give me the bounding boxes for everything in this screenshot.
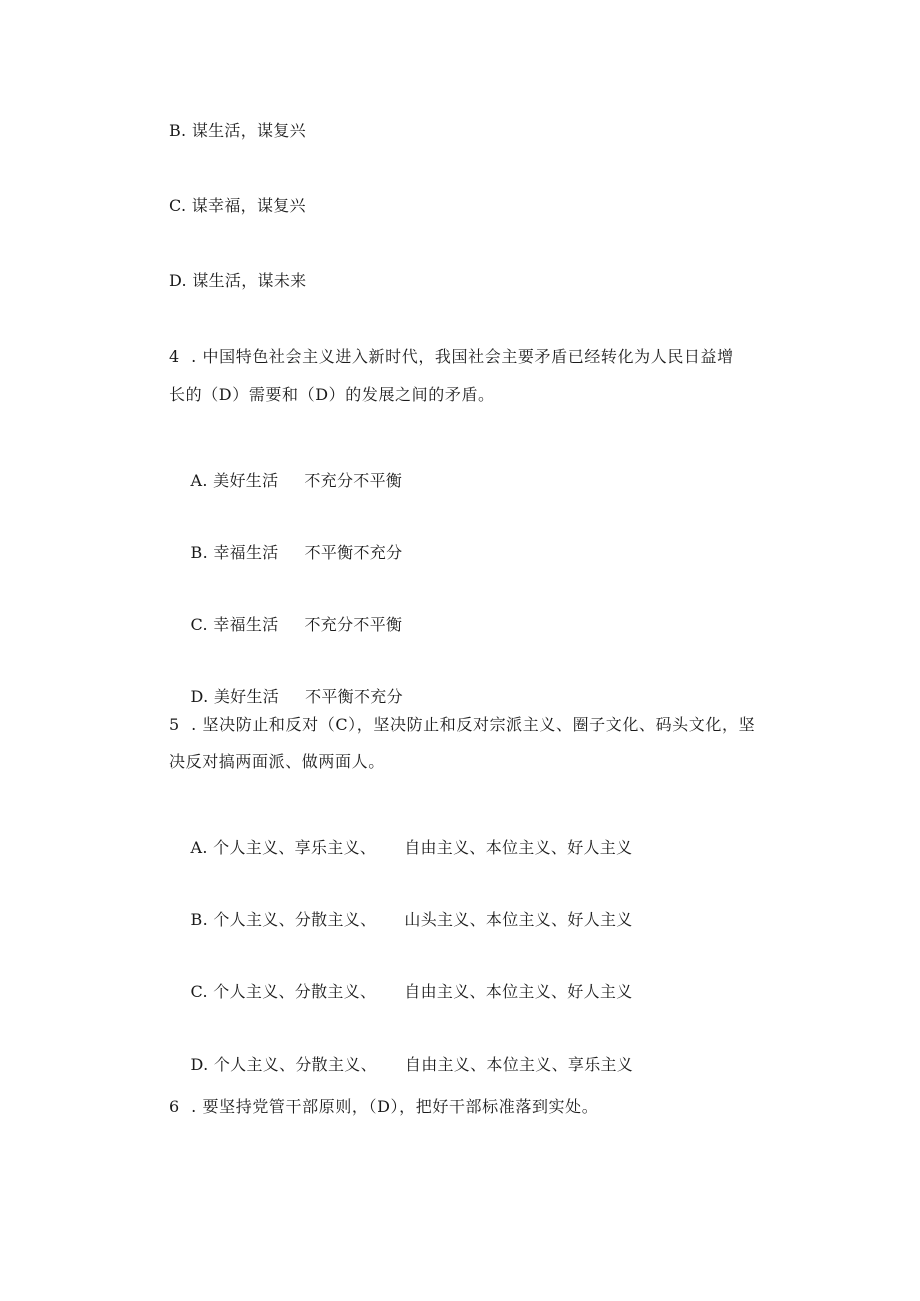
q5-option-c-part2: 自由主义、本位主义、好人主义 <box>404 982 633 1001</box>
q4-option-d-part2: 不平衡不充分 <box>305 687 403 706</box>
q4-option-d-part1: D. 美好生活 <box>190 687 280 706</box>
prev-option-b: B. 谋生活，谋复兴 <box>169 121 306 140</box>
q4-text-line1: 4 . 中国特色社会主义进入新时代，我国社会主要矛盾已经转化为人民日益增 <box>169 347 734 366</box>
prev-option-d: D. 谋生活，谋未来 <box>169 271 307 290</box>
q4-text-line2: 长的（D）需要和（D）的发展之间的矛盾。 <box>169 385 495 404</box>
q5-option-a <box>169 818 632 878</box>
prev-option-c: C. 谋幸福，谋复兴 <box>169 196 306 215</box>
q5-text-line2: 决反对搞两面派、做两面人。 <box>169 752 385 771</box>
q5-option-b-part2: 山头主义、本位主义、好人主义 <box>404 910 633 929</box>
q4-option-b-part1: B. 幸福生活 <box>190 543 279 562</box>
q5-option-a-part1: A. 个人主义、享乐主义、 <box>190 838 377 857</box>
q5-option-c-part1: C. 个人主义、分散主义、 <box>190 982 377 1001</box>
q5-option-b <box>169 890 633 950</box>
q5-option-c <box>169 962 633 1022</box>
q5-option-b-part1: B. 个人主义、分散主义、 <box>190 910 377 929</box>
q4-option-a <box>169 451 402 511</box>
q4-option-c-part1: C. 幸福生活 <box>190 615 279 634</box>
q4-option-b-part2: 不平衡不充分 <box>304 543 403 562</box>
q5-option-d-part2: 自由主义、本位主义、享乐主义 <box>404 1055 634 1074</box>
q4-option-c-part2: 不充分不平衡 <box>304 615 403 634</box>
q4-option-c <box>169 595 402 655</box>
q5-option-d-part1: D. 个人主义、分散主义、 <box>190 1055 377 1074</box>
q4-option-a-part2: 不充分不平衡 <box>304 471 403 490</box>
q4-option-a-part1: A. 美好生活 <box>190 471 279 490</box>
q5-option-d <box>169 1035 633 1095</box>
q4-option-b <box>169 523 402 583</box>
q5-option-a-part2: 自由主义、本位主义、好人主义 <box>404 838 633 857</box>
q6-text-line1: 6 . 要坚持党管干部原则，（D），把好干部标准落到实处。 <box>169 1097 599 1116</box>
q5-text-line1: 5 . 坚决防止和反对（C），坚决防止和反对宗派主义、圈子文化、码头文化，坚 <box>169 715 756 734</box>
